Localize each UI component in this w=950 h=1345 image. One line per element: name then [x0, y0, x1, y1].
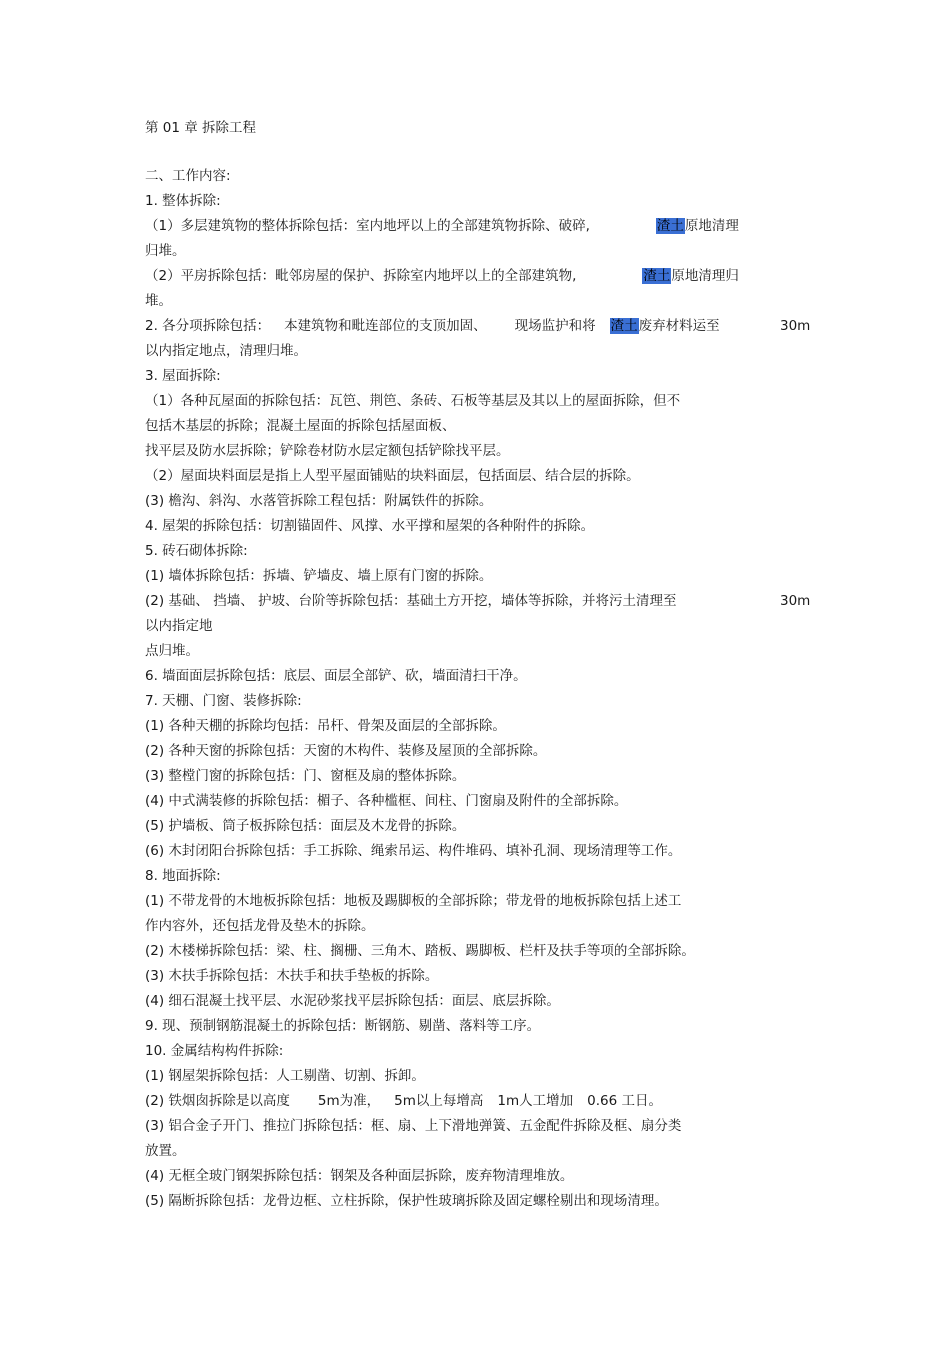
- item-heading: 3. 屋面拆除:: [145, 368, 221, 384]
- paragraph-line: [145, 1091, 662, 1111]
- paragraph-line: 以内指定地点，清理归堆。: [145, 343, 307, 359]
- paragraph-line: (3) 铝合金子开门、推拉门拆除包括：框、扇、上下滑地弹簧、五金配件拆除及框、扇分类: [145, 1118, 682, 1134]
- text-run: 2. 各分项拆除包括：: [145, 318, 271, 334]
- text-run: 5m为准，: [317, 1093, 381, 1109]
- text-run: 原地清理归: [671, 268, 739, 284]
- paragraph-line: 点归堆。: [145, 643, 199, 659]
- text-run: 原地清理: [684, 218, 739, 234]
- text-run: (2) 铁烟囱拆除是以高度: [145, 1093, 290, 1109]
- item-heading: 8. 地面拆除:: [145, 868, 221, 884]
- item-heading: 1. 整体拆除:: [145, 193, 221, 209]
- paragraph-line: 归堆。: [145, 243, 186, 259]
- text-run: 现场监护和将: [514, 318, 596, 334]
- item-heading: 7. 天棚、门窗、装修拆除:: [145, 693, 302, 709]
- paragraph-line: 堆。: [145, 293, 172, 309]
- paragraph-line: [145, 266, 739, 286]
- paragraph-line: [145, 316, 720, 336]
- item-heading: 10. 金属结构构件拆除:: [145, 1043, 284, 1059]
- item-heading: 9. 现、预制钢筋混凝土的拆除包括：断钢筋、剔凿、落料等工序。: [145, 1018, 541, 1034]
- paragraph-line: 包括木基层的拆除；混凝土屋面的拆除包括屋面板、: [145, 418, 456, 434]
- paragraph-line: (3) 檐沟、斜沟、水落管拆除工程包括：附属铁件的拆除。: [145, 493, 493, 509]
- paragraph-line: （1）各种瓦屋面的拆除包括：瓦笆、荆笆、条砖、石板等基层及其以上的屋面拆除，但不: [145, 393, 681, 409]
- paragraph-line: (3) 木扶手拆除包括：木扶手和扶手垫板的拆除。: [145, 968, 439, 984]
- item-heading: 5. 砖石砌体拆除:: [145, 543, 248, 559]
- paragraph-line: (3) 整樘门窗的拆除包括：门、窗框及扇的整体拆除。: [145, 768, 466, 784]
- paragraph-line: (1) 各种天棚的拆除均包括：吊杆、骨架及面层的全部拆除。: [145, 718, 506, 734]
- paragraph-line: (1) 墙体拆除包括：拆墙、铲墙皮、墙上原有门窗的拆除。: [145, 568, 493, 584]
- paragraph-line: (6) 木封闭阳台拆除包括：手工拆除、绳索吊运、构件堆码、填补孔洞、现场清理等工作。: [145, 843, 682, 859]
- paragraph-line: 作内容外，还包括龙骨及垫木的拆除。: [145, 918, 375, 934]
- item-heading: 4. 屋架的拆除包括：切割锚固件、风撑、水平撑和屋架的各种附件的拆除。: [145, 518, 595, 534]
- paragraph-line: (1) 不带龙骨的木地板拆除包括：地板及踢脚板的全部拆除；带龙骨的地板拆除包括上述工: [145, 893, 682, 909]
- paragraph-line: 以内指定地: [145, 618, 213, 634]
- paragraph-line: (2) 木楼梯拆除包括：梁、柱、搁栅、三角木、踏板、踢脚板、栏杆及扶手等项的全部拆除。: [145, 943, 695, 959]
- item-heading: 6. 墙面面层拆除包括：底层、面层全部铲、砍，墙面清扫干净。: [145, 668, 527, 684]
- paragraph-line: [145, 216, 739, 236]
- paragraph-line: (1) 钢屋架拆除包括：人工剔凿、切割、拆卸。: [145, 1068, 425, 1084]
- text-run: 30m: [780, 593, 811, 609]
- text-run: （2）平房拆除包括：毗邻房屋的保护、拆除室内地坪以上的全部建筑物,: [145, 268, 577, 284]
- paragraph-line: 找平层及防水层拆除；铲除卷材防水层定额包括铲除找平层。: [145, 443, 510, 459]
- paragraph-line: (5) 护墙板、筒子板拆除包括：面层及木龙骨的拆除。: [145, 818, 466, 834]
- section-heading: 二、工作内容:: [145, 168, 231, 184]
- paragraph-line: (2) 基础、 挡墙、 护坡、台阶等拆除包括：基础土方开挖，墙体等拆除，并将污土清理至: [145, 593, 677, 609]
- text-run: 1m人工增加: [497, 1093, 574, 1109]
- text-run: （1）多层建筑物的整体拆除包括：室内地坪以上的全部建筑物拆除、破碎,: [145, 218, 590, 234]
- text-run: 本建筑物和毗连部位的支顶加固、: [284, 318, 487, 334]
- highlighted-text[interactable]: 渣土: [643, 268, 671, 284]
- paragraph-line: (4) 中式满装修的拆除包括：楣子、各种槛框、间柱、门窗扇及附件的全部拆除。: [145, 793, 628, 809]
- paragraph-line: (5) 隔断拆除包括：龙骨边框、立柱拆除，保护性玻璃拆除及固定螺栓剔出和现场清理。: [145, 1193, 668, 1209]
- paragraph-line: (4) 无框全玻门钢架拆除包括：钢架及各种面层拆除，废弃物清理堆放。: [145, 1168, 574, 1184]
- text-run: 0.66 工日。: [587, 1093, 663, 1109]
- paragraph-line: (4) 细石混凝土找平层、水泥砂浆找平层拆除包括：面层、底层拆除。: [145, 993, 560, 1009]
- paragraph-line: (2) 各种天窗的拆除包括：天窗的木构件、装修及屋顶的全部拆除。: [145, 743, 547, 759]
- paragraph-line: （2）屋面块料面层是指上人型平屋面铺贴的块料面层，包括面层、结合层的拆除。: [145, 468, 640, 484]
- text-run: 5m以上每增高: [394, 1093, 484, 1109]
- text-run: 30m: [780, 318, 811, 334]
- text-run: 废弃材料运至: [638, 318, 720, 334]
- highlighted-text[interactable]: 渣土: [610, 318, 638, 334]
- highlighted-text[interactable]: 渣土: [656, 218, 684, 234]
- chapter-title: 第 01 章 拆除工程: [145, 120, 257, 136]
- paragraph-line: 放置。: [145, 1143, 186, 1159]
